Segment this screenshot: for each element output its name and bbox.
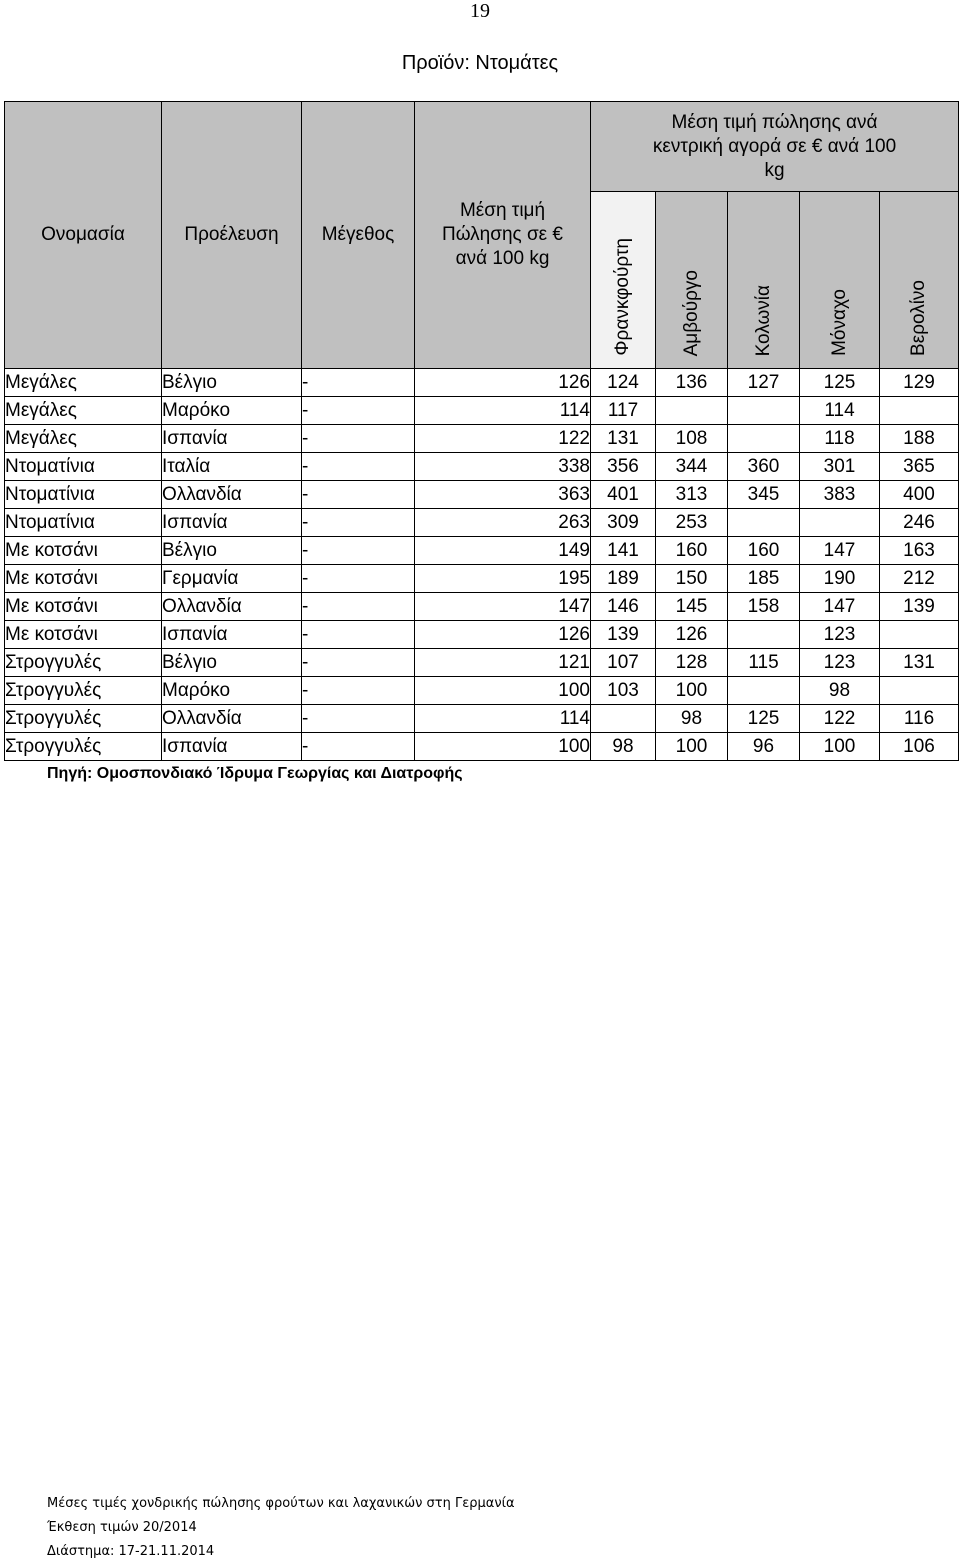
cell-name: Ντοματίνια	[5, 453, 162, 481]
cell-city-price: 114	[800, 397, 880, 425]
cell-city-price: 212	[880, 565, 959, 593]
cell-origin: Μαρόκο	[162, 397, 302, 425]
cell-size: -	[302, 453, 415, 481]
cell-size: -	[302, 425, 415, 453]
cell-city-price: 103	[591, 677, 656, 705]
cell-average-price: 114	[415, 397, 591, 425]
cell-origin: Γερμανία	[162, 565, 302, 593]
cell-city-price: 139	[591, 621, 656, 649]
cell-origin: Μαρόκο	[162, 677, 302, 705]
cell-name: Μεγάλες	[5, 425, 162, 453]
table-row	[5, 425, 959, 453]
cell-name: Στρογγυλές	[5, 677, 162, 705]
cell-city-price: 383	[800, 481, 880, 509]
cell-city-price: 345	[728, 481, 800, 509]
cell-size: -	[302, 677, 415, 705]
cell-average-price: 100	[415, 733, 591, 761]
cell-city-price	[728, 397, 800, 425]
header-size: Μέγεθος	[302, 102, 415, 369]
cell-average-price: 363	[415, 481, 591, 509]
city-label: Κολωνία	[752, 284, 774, 356]
cell-average-price: 100	[415, 677, 591, 705]
cell-name: Στρογγυλές	[5, 733, 162, 761]
cell-city-price: 246	[880, 509, 959, 537]
cell-city-price: 136	[656, 369, 728, 397]
cell-city-price: 124	[591, 369, 656, 397]
cell-city-price: 100	[656, 677, 728, 705]
cell-city-price	[728, 621, 800, 649]
cell-city-price: 301	[800, 453, 880, 481]
cell-origin: Ισπανία	[162, 733, 302, 761]
cell-size: -	[302, 593, 415, 621]
cell-city-price: 98	[656, 705, 728, 733]
cell-name: Με κοτσάνι	[5, 537, 162, 565]
header-market-group: Μέση τιμή πώλησης ανά κεντρική αγορά σε € ανά 100 kg	[591, 102, 959, 192]
cell-origin: Ιταλία	[162, 453, 302, 481]
cell-city-price: 313	[656, 481, 728, 509]
table-body	[5, 369, 959, 761]
cell-city-price	[880, 397, 959, 425]
cell-name: Στρογγυλές	[5, 705, 162, 733]
city-label: Φρανκφούρτη	[612, 238, 633, 356]
page-title: Προϊόν: Ντομάτες	[401, 52, 559, 74]
cell-name: Μεγάλες	[5, 397, 162, 425]
cell-origin: Ολλανδία	[162, 593, 302, 621]
cell-city-price: 122	[800, 705, 880, 733]
cell-size: -	[302, 565, 415, 593]
cell-city-price: 147	[800, 537, 880, 565]
cell-size: -	[302, 705, 415, 733]
table-row	[5, 453, 959, 481]
cell-city-price: 163	[880, 537, 959, 565]
cell-origin: Βέλγιο	[162, 537, 302, 565]
cell-city-price	[728, 509, 800, 537]
cell-city-price: 100	[656, 733, 728, 761]
header-city-frankfurt	[591, 192, 656, 369]
cell-size: -	[302, 481, 415, 509]
table-row	[5, 621, 959, 649]
cell-city-price	[880, 677, 959, 705]
cell-name: Στρογγυλές	[5, 649, 162, 677]
cell-city-price: 189	[591, 565, 656, 593]
table-row	[5, 565, 959, 593]
city-label: Βερολίνο	[908, 280, 930, 356]
cell-city-price: 158	[728, 593, 800, 621]
cell-city-price: 150	[656, 565, 728, 593]
cell-city-price: 100	[800, 733, 880, 761]
cell-name: Με κοτσάνι	[5, 621, 162, 649]
page-number: 19	[470, 0, 490, 22]
cell-city-price: 141	[591, 537, 656, 565]
cell-origin: Ισπανία	[162, 425, 302, 453]
cell-city-price: 253	[656, 509, 728, 537]
table-row	[5, 733, 959, 761]
table-row	[5, 481, 959, 509]
cell-city-price: 127	[728, 369, 800, 397]
cell-city-price: 356	[591, 453, 656, 481]
cell-city-price: 365	[880, 453, 959, 481]
cell-city-price: 360	[728, 453, 800, 481]
cell-average-price: 114	[415, 705, 591, 733]
cell-origin: Ισπανία	[162, 621, 302, 649]
cell-average-price: 126	[415, 621, 591, 649]
cell-city-price: 128	[656, 649, 728, 677]
cell-size: -	[302, 397, 415, 425]
table-row	[5, 649, 959, 677]
cell-name: Ντοματίνια	[5, 509, 162, 537]
cell-city-price: 131	[591, 425, 656, 453]
header-origin: Προέλευση	[162, 102, 302, 369]
price-table	[4, 101, 959, 761]
footer-line-period: Διάστημα: 17-21.11.2014	[47, 1544, 215, 1559]
cell-average-price: 195	[415, 565, 591, 593]
cell-city-price	[591, 705, 656, 733]
header-city-cologne	[728, 192, 800, 369]
cell-average-price: 122	[415, 425, 591, 453]
table-row	[5, 397, 959, 425]
cell-city-price	[656, 397, 728, 425]
cell-city-price: 344	[656, 453, 728, 481]
cell-city-price: 107	[591, 649, 656, 677]
cell-city-price	[880, 621, 959, 649]
cell-city-price	[728, 677, 800, 705]
cell-city-price: 309	[591, 509, 656, 537]
cell-city-price: 108	[656, 425, 728, 453]
table-row	[5, 593, 959, 621]
cell-name: Μεγάλες	[5, 369, 162, 397]
cell-average-price: 263	[415, 509, 591, 537]
cell-city-price: 125	[728, 705, 800, 733]
cell-city-price: 190	[800, 565, 880, 593]
cell-average-price: 121	[415, 649, 591, 677]
cell-city-price: 126	[656, 621, 728, 649]
cell-size: -	[302, 537, 415, 565]
table-row	[5, 369, 959, 397]
cell-city-price: 116	[880, 705, 959, 733]
cell-size: -	[302, 621, 415, 649]
cell-city-price: 98	[800, 677, 880, 705]
cell-city-price: 400	[880, 481, 959, 509]
city-label: Μόναχο	[828, 289, 850, 356]
cell-origin: Ολλανδία	[162, 705, 302, 733]
cell-city-price: 139	[880, 593, 959, 621]
cell-city-price: 129	[880, 369, 959, 397]
cell-city-price: 188	[880, 425, 959, 453]
cell-name: Με κοτσάνι	[5, 593, 162, 621]
header-name: Ονομασία	[5, 102, 162, 369]
cell-average-price: 126	[415, 369, 591, 397]
footer-line-title: Μέσες τιμές χονδρικής πώλησης φρούτων και λαχανικών στη Γερμανία	[47, 1496, 515, 1511]
cell-city-price: 160	[728, 537, 800, 565]
cell-origin: Βέλγιο	[162, 369, 302, 397]
cell-origin: Ολλανδία	[162, 481, 302, 509]
header-city-berlin	[880, 192, 959, 369]
header-city-munich	[800, 192, 880, 369]
cell-city-price: 106	[880, 733, 959, 761]
cell-city-price: 96	[728, 733, 800, 761]
cell-name: Ντοματίνια	[5, 481, 162, 509]
cell-average-price: 149	[415, 537, 591, 565]
cell-city-price	[728, 425, 800, 453]
cell-city-price: 98	[591, 733, 656, 761]
cell-city-price	[800, 509, 880, 537]
footer-line-report: Έκθεση τιμών 20/2014	[47, 1520, 197, 1535]
footer	[47, 1492, 515, 1564]
header-average-price: Μέση τιμή Πώλησης σε € ανά 100 kg	[415, 102, 591, 369]
cell-average-price: 147	[415, 593, 591, 621]
cell-city-price: 123	[800, 621, 880, 649]
cell-city-price: 185	[728, 565, 800, 593]
city-label: Αμβούργο	[680, 269, 702, 356]
table-row	[5, 705, 959, 733]
table-row	[5, 537, 959, 565]
source-note: Πηγή: Ομοσπονδιακό Ίδρυμα Γεωργίας και Διατροφής	[47, 765, 463, 782]
cell-size: -	[302, 733, 415, 761]
cell-city-price: 145	[656, 593, 728, 621]
cell-size: -	[302, 649, 415, 677]
cell-city-price: 125	[800, 369, 880, 397]
cell-origin: Βέλγιο	[162, 649, 302, 677]
table-row	[5, 509, 959, 537]
cell-average-price: 338	[415, 453, 591, 481]
cell-city-price: 147	[800, 593, 880, 621]
cell-city-price: 131	[880, 649, 959, 677]
cell-city-price: 146	[591, 593, 656, 621]
cell-city-price: 123	[800, 649, 880, 677]
cell-size: -	[302, 509, 415, 537]
cell-city-price: 117	[591, 397, 656, 425]
cell-city-price: 115	[728, 649, 800, 677]
table-row	[5, 677, 959, 705]
cell-city-price: 118	[800, 425, 880, 453]
cell-city-price: 160	[656, 537, 728, 565]
cell-size: -	[302, 369, 415, 397]
cell-origin: Ισπανία	[162, 509, 302, 537]
cell-name: Με κοτσάνι	[5, 565, 162, 593]
cell-city-price: 401	[591, 481, 656, 509]
header-city-hamburg	[656, 192, 728, 369]
